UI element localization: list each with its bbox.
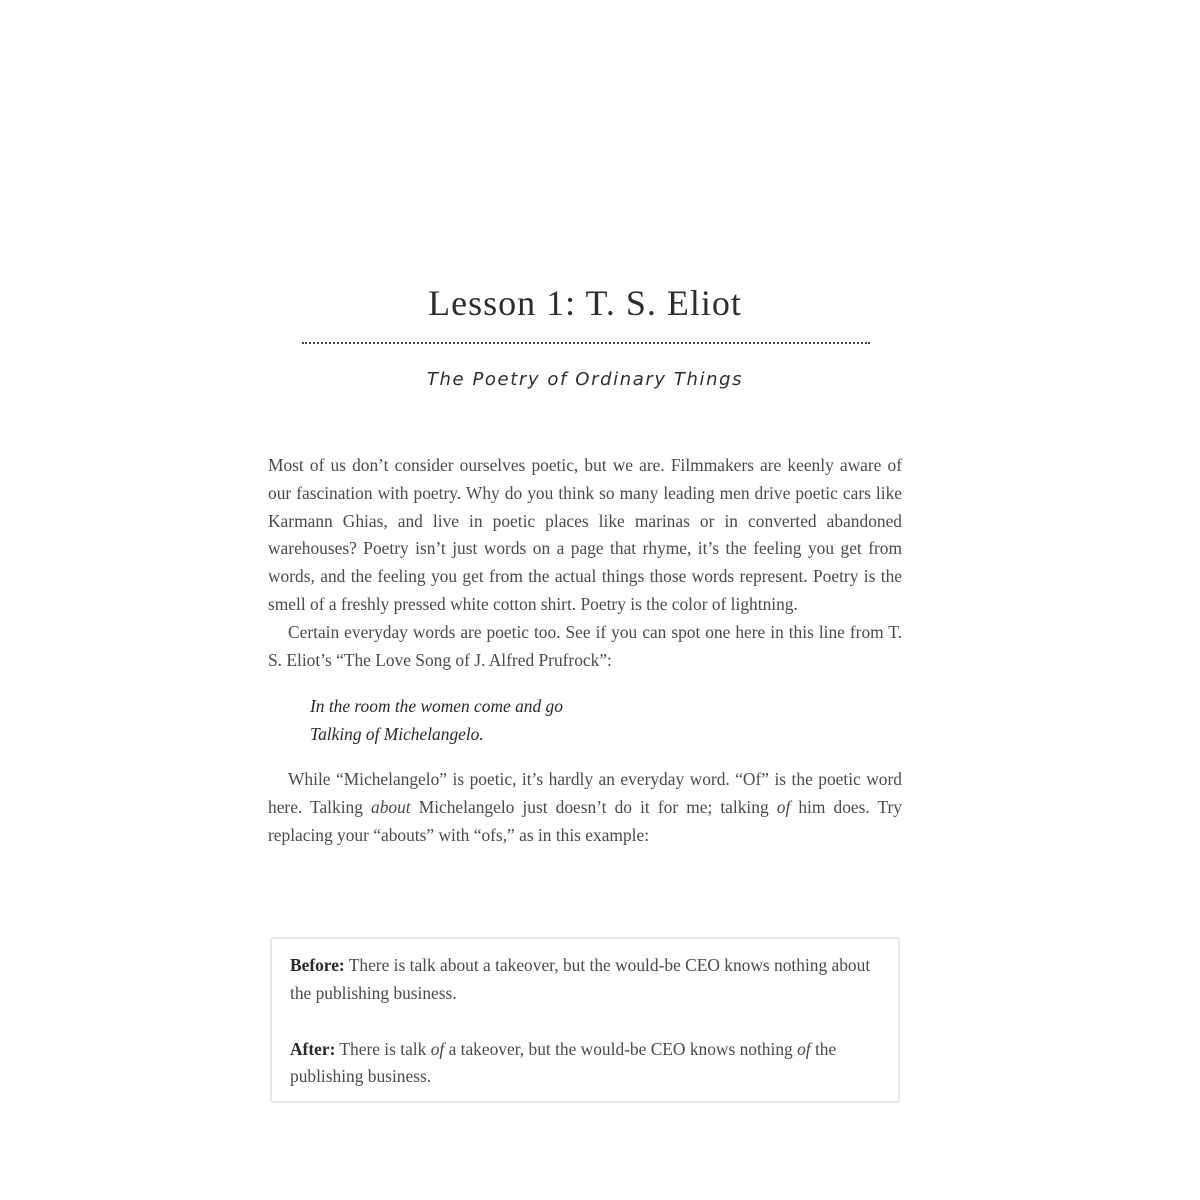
poem-line-2: Talking of Michelangelo. <box>310 724 484 745</box>
paragraph-michelangelo <box>268 766 902 849</box>
paragraph-everyday-words: Certain everyday words are poetic too. See if you can spot one here in this line from T. S. Eliot’s “The Love Song of J. Alfred Prufrock”: <box>268 621 902 670</box>
paragraph-intro: Most of us don’t consider ourselves poetic, but we are. Filmmakers are keenly aware of our fascination with poetry. Why do you think so many leading men drive poetic cars like Karmann Ghias, and live in poetic places like marinas or in converted abandoned warehouses? Poetry isn’t just words on a page that rhyme, it’s the feeling you get from words, and the feeling you get from the actual things those words represent. Poetry is the smell of a freshly pressed white cotton shirt. Poetry is the color of lightning. <box>268 455 902 614</box>
body-text <box>268 452 902 850</box>
example-before <box>290 952 878 1008</box>
paragraph-michelangelo-text-1: While “Michelangelo” is poetic, it’s hardly an everyday word. “Of” is the poetic word here. Talking <box>268 769 902 818</box>
poem-line-1: In the room the women come and go <box>310 696 563 717</box>
after-emphasis-of-2: of <box>797 1038 811 1059</box>
before-label: Before: <box>290 955 345 975</box>
emphasis-of: of <box>776 797 791 818</box>
poem-quote <box>310 692 902 748</box>
example-after <box>290 1036 878 1092</box>
after-text-2: a takeover, but the would-be CEO knows nothing <box>444 1038 798 1059</box>
dotted-divider <box>302 342 870 344</box>
after-text-1: There is talk <box>335 1038 431 1059</box>
lesson-subtitle: The Poetry of Ordinary Things <box>426 369 744 390</box>
emphasis-about: about <box>371 797 411 818</box>
before-text: There is talk about a takeover, but the would-be CEO knows nothing about the publishing business. <box>290 955 871 1003</box>
paragraph-michelangelo-text-2: Michelangelo just doesn’t do it for me; talking <box>410 797 777 818</box>
lesson-title: Lesson 1: T. S. Eliot <box>428 283 742 323</box>
example-box <box>270 937 900 1103</box>
paragraph-michelangelo-text-3: him does. Try replacing your “abouts” with “ofs,” as in this example: <box>268 797 902 845</box>
after-label: After: <box>290 1038 336 1059</box>
after-text-3: the publishing business. <box>290 1038 837 1087</box>
after-emphasis-of-1: of <box>430 1038 445 1059</box>
